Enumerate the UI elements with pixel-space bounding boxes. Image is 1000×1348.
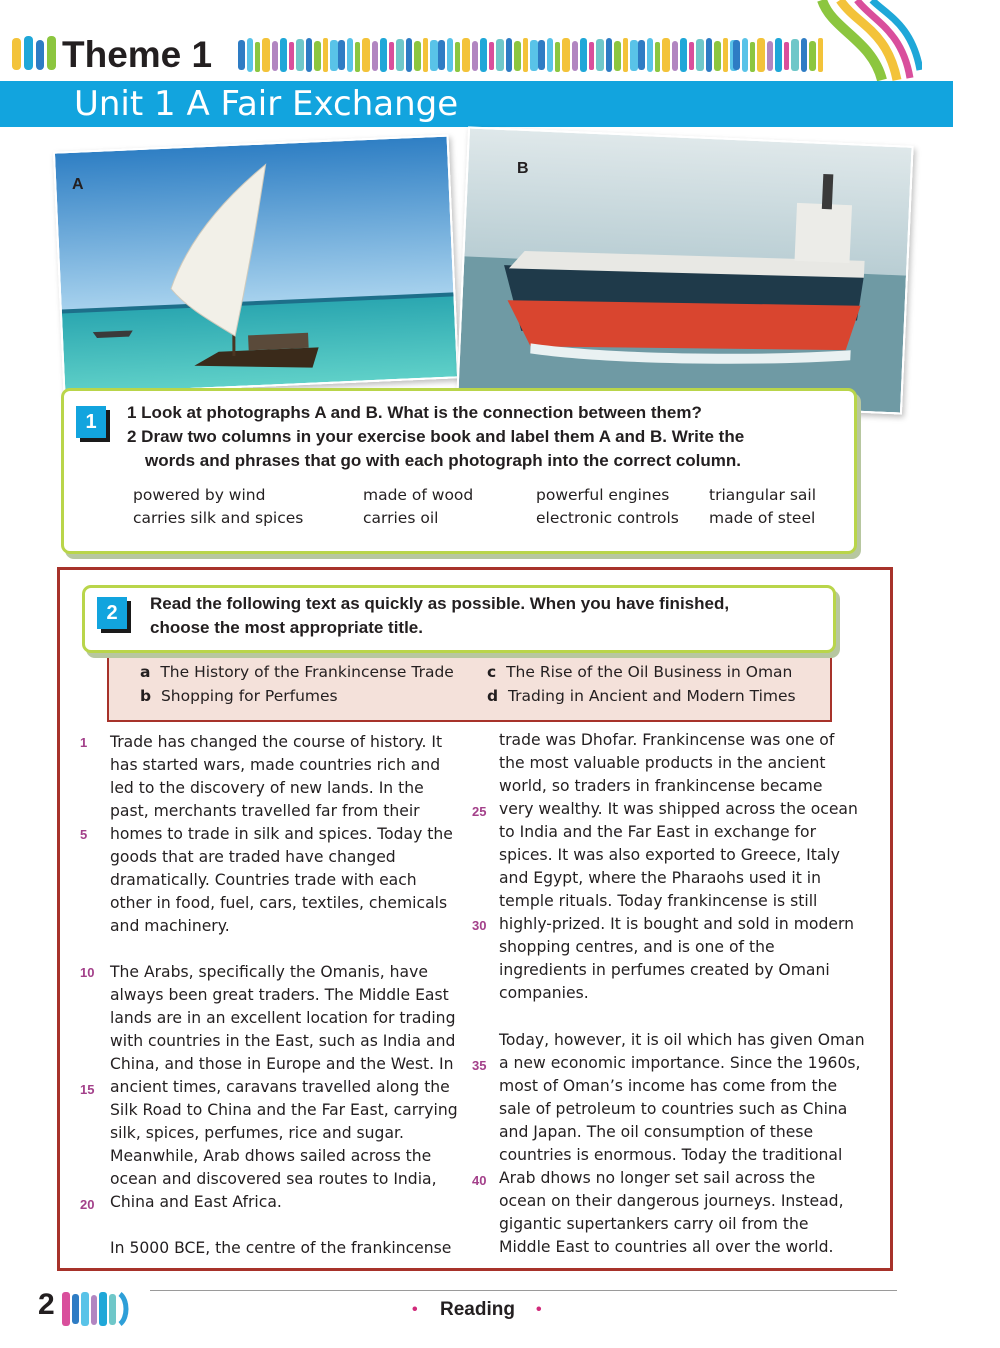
theme-stripes-right-icon bbox=[238, 36, 823, 74]
word-item: made of wood bbox=[363, 486, 474, 504]
text-line: a new economic importance. Since the 1960s, bbox=[499, 1054, 861, 1072]
text-line: very wealthy. It was shipped across the ocean bbox=[499, 800, 858, 818]
word-item: made of steel bbox=[709, 509, 816, 527]
footer-stripes-icon bbox=[62, 1290, 130, 1328]
exercise-1-question-2-cont: words and phrases that go with each photograph into the correct column. bbox=[145, 451, 741, 470]
text-line: to India and the Far East in exchange for bbox=[499, 823, 816, 841]
text-line: Arab dhows no longer set sail across the bbox=[499, 1169, 816, 1187]
unit-title: Unit 1 A Fair Exchange bbox=[74, 84, 459, 124]
exercise-1-number: 1 bbox=[76, 406, 106, 438]
text-line: sale of petroleum to countries such as China bbox=[499, 1100, 848, 1118]
text-line: with countries in the East, such as India and bbox=[110, 1032, 456, 1050]
text-line: highly-prized. It is bought and sold in modern bbox=[499, 915, 854, 933]
text-line: Trade has changed the course of history. It bbox=[110, 733, 443, 751]
title-option-b: b Shopping for Perfumes bbox=[140, 687, 338, 705]
word-item: electronic controls bbox=[536, 509, 679, 527]
line-number: 30 bbox=[472, 918, 487, 933]
word-item: triangular sail bbox=[709, 486, 817, 504]
theme-stripes-left-icon bbox=[10, 34, 60, 72]
text-line: shopping centres, and is one of the bbox=[499, 938, 775, 956]
line-number: 35 bbox=[472, 1058, 487, 1073]
text-line: lands are in an excellent location for trading bbox=[110, 1009, 456, 1027]
text-line: The Arabs, specifically the Omanis, have bbox=[110, 963, 428, 981]
text-line: temple rituals. Today frankincense is still bbox=[499, 892, 818, 910]
line-number: 20 bbox=[80, 1197, 95, 1212]
photo-b-label: B bbox=[517, 160, 529, 177]
line-number: 25 bbox=[472, 804, 487, 819]
text-line: spices. It was also exported to Greece, Italy bbox=[499, 846, 840, 864]
text-line: and Egypt, where the Pharaohs used it in bbox=[499, 869, 821, 887]
text-line: and Japan. The oil consumption of these bbox=[499, 1123, 814, 1141]
exercise-2-instruction-1: Read the following text as quickly as possible. When you have finished, bbox=[150, 594, 730, 613]
text-line: world, so traders in frankincense became bbox=[499, 777, 823, 795]
line-number: 5 bbox=[80, 827, 88, 842]
text-line: the most valuable products in the ancient bbox=[499, 754, 826, 772]
text-line: In 5000 BCE, the centre of the frankincense bbox=[110, 1239, 452, 1257]
theme-title: Theme 1 bbox=[62, 34, 213, 75]
footer-bullet-right: • bbox=[536, 1301, 542, 1318]
word-item: carries silk and spices bbox=[133, 509, 304, 527]
word-item: powerful engines bbox=[536, 486, 670, 504]
text-line: homes to trade in silk and spices. Today the bbox=[110, 825, 453, 843]
text-line: has started wars, made countries rich and bbox=[110, 756, 441, 774]
exercise-1-question-1: 1 Look at photographs A and B. What is the connection between them? bbox=[127, 403, 702, 422]
footer-section-label: Reading bbox=[440, 1299, 515, 1320]
line-number: 15 bbox=[80, 1082, 95, 1097]
exercise-2-instruction-2: choose the most appropriate title. bbox=[150, 618, 423, 637]
text-line: gigantic supertankers carry oil from the bbox=[499, 1215, 809, 1233]
footer-bullet-left: • bbox=[412, 1301, 418, 1318]
word-item: powered by wind bbox=[133, 486, 266, 504]
text-line: other in food, fuel, cars, textiles, chemicals bbox=[110, 894, 448, 912]
text-line: silk, spices, perfumes, rice and sugar. bbox=[110, 1124, 404, 1142]
word-item: carries oil bbox=[363, 509, 439, 527]
text-line: Silk Road to China and the Far East, carrying bbox=[110, 1101, 458, 1119]
text-line: Meanwhile, Arab dhows sailed across the bbox=[110, 1147, 432, 1165]
text-line: dramatically. Countries trade with each bbox=[110, 871, 417, 889]
text-line: ocean on their dangerous journeys. Instead, bbox=[499, 1192, 844, 1210]
text-line: countries is enormous. Today the traditional bbox=[499, 1146, 843, 1164]
line-number: 10 bbox=[80, 965, 95, 980]
text-line: and machinery. bbox=[110, 917, 230, 935]
text-line: China, and those in Europe and the West. In bbox=[110, 1055, 454, 1073]
text-line: led to the discovery of new lands. In the bbox=[110, 779, 424, 797]
text-line: ocean and discovered sea routes to India, bbox=[110, 1170, 437, 1188]
line-number: 1 bbox=[80, 735, 88, 750]
text-line: ingredients in perfumes created by Omani bbox=[499, 961, 830, 979]
photo-a-label: A bbox=[72, 176, 84, 193]
line-number: 40 bbox=[472, 1173, 487, 1188]
title-option-c: c The Rise of the Oil Business in Oman bbox=[487, 663, 793, 681]
text-line: Today, however, it is oil which has given Oman bbox=[499, 1031, 865, 1049]
text-line: always been great traders. The Middle East bbox=[110, 986, 449, 1004]
text-line: China and East Africa. bbox=[110, 1193, 282, 1211]
text-line: Middle East to countries all over the world. bbox=[499, 1238, 834, 1256]
exercise-2-number: 2 bbox=[97, 597, 127, 629]
corner-swirl-icon bbox=[812, 0, 922, 82]
page-number: 2 bbox=[38, 1288, 55, 1321]
exercise-1-question-2: 2 Draw two columns in your exercise book and label them A and B. Write the bbox=[127, 427, 745, 446]
photo-a-dhow bbox=[53, 134, 459, 395]
title-option-d: d Trading in Ancient and Modern Times bbox=[487, 687, 796, 705]
title-option-a: a The History of the Frankincense Trade bbox=[140, 663, 454, 681]
footer-rule bbox=[150, 1290, 897, 1291]
text-line: past, merchants travelled far from their bbox=[110, 802, 420, 820]
text-line: most of Oman’s income has come from the bbox=[499, 1077, 838, 1095]
text-line: trade was Dhofar. Frankincense was one of bbox=[499, 731, 835, 749]
text-line: goods that are traded have changed bbox=[110, 848, 396, 866]
text-line: ancient times, caravans travelled along the bbox=[110, 1078, 450, 1096]
text-line: companies. bbox=[499, 984, 589, 1002]
